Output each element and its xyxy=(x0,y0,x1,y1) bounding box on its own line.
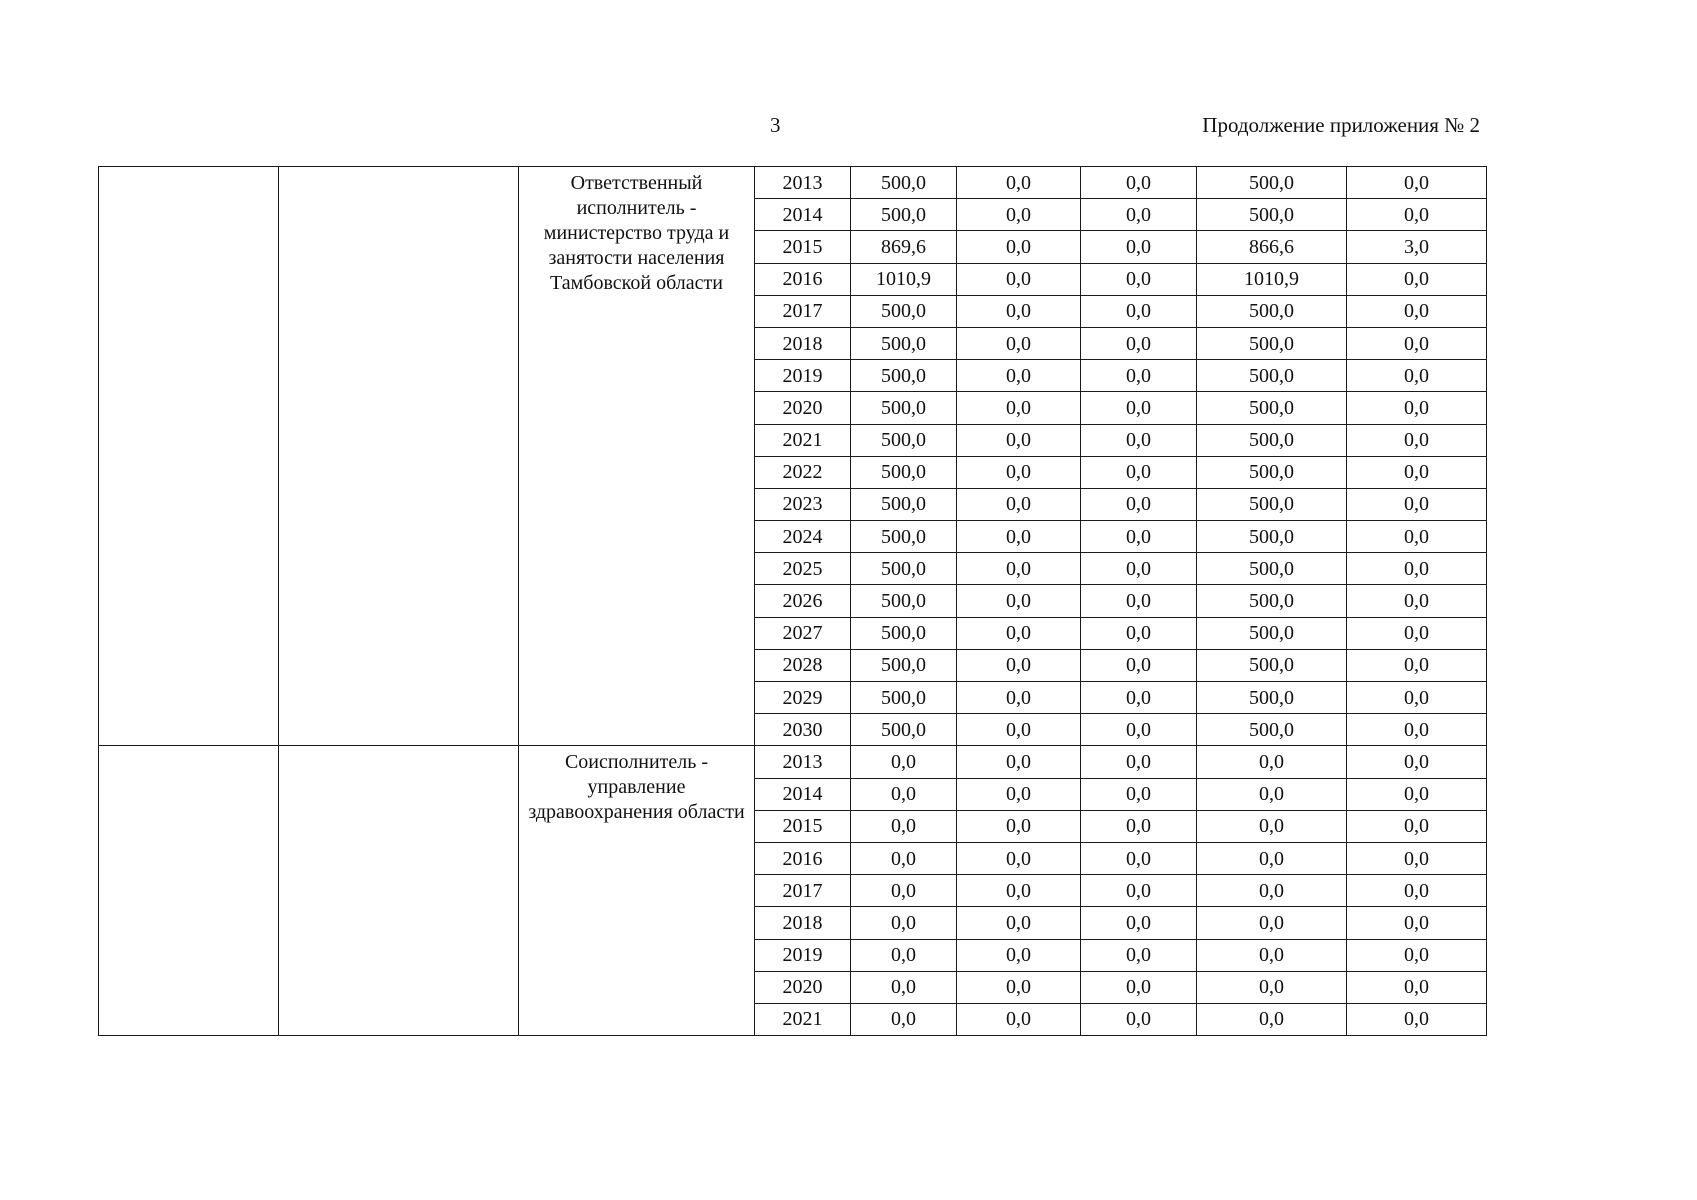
value-cell: 0,0 xyxy=(1081,231,1197,263)
value-cell: 500,0 xyxy=(851,553,957,585)
value-cell: 500,0 xyxy=(851,199,957,231)
value-cell: 0,0 xyxy=(1347,553,1487,585)
value-cell: 500,0 xyxy=(1197,649,1347,681)
value-cell: 500,0 xyxy=(1197,714,1347,746)
value-cell: 0,0 xyxy=(957,617,1081,649)
value-cell: 0,0 xyxy=(957,875,1081,907)
value-cell: 0,0 xyxy=(1347,167,1487,199)
value-cell: 500,0 xyxy=(1197,392,1347,424)
value-cell: 500,0 xyxy=(851,714,957,746)
value-cell: 500,0 xyxy=(1197,617,1347,649)
value-cell: 500,0 xyxy=(851,488,957,520)
value-cell: 0,0 xyxy=(1347,875,1487,907)
value-cell: 0,0 xyxy=(1347,939,1487,971)
value-cell: 0,0 xyxy=(957,488,1081,520)
blank-cell xyxy=(99,167,279,746)
value-cell: 0,0 xyxy=(957,649,1081,681)
value-cell: 1010,9 xyxy=(851,263,957,295)
value-cell: 0,0 xyxy=(1081,167,1197,199)
value-cell: 0,0 xyxy=(1347,810,1487,842)
value-cell: 0,0 xyxy=(1347,907,1487,939)
value-cell: 500,0 xyxy=(1197,295,1347,327)
year-cell: 2024 xyxy=(755,521,851,553)
page-number: 3 xyxy=(770,113,781,137)
value-cell: 0,0 xyxy=(1347,521,1487,553)
value-cell: 0,0 xyxy=(851,842,957,874)
value-cell: 0,0 xyxy=(957,521,1081,553)
value-cell: 0,0 xyxy=(1081,778,1197,810)
year-cell: 2017 xyxy=(755,295,851,327)
value-cell: 0,0 xyxy=(1081,199,1197,231)
value-cell: 500,0 xyxy=(1197,360,1347,392)
value-cell: 0,0 xyxy=(957,263,1081,295)
value-cell: 0,0 xyxy=(1347,392,1487,424)
value-cell: 0,0 xyxy=(957,327,1081,359)
value-cell: 500,0 xyxy=(851,424,957,456)
value-cell: 0,0 xyxy=(957,553,1081,585)
value-cell: 0,0 xyxy=(1081,714,1197,746)
value-cell: 0,0 xyxy=(957,842,1081,874)
value-cell: 0,0 xyxy=(1347,327,1487,359)
value-cell: 3,0 xyxy=(1347,231,1487,263)
value-cell: 0,0 xyxy=(957,907,1081,939)
value-cell: 500,0 xyxy=(1197,585,1347,617)
value-cell: 0,0 xyxy=(1197,1003,1347,1035)
value-cell: 500,0 xyxy=(851,682,957,714)
value-cell: 0,0 xyxy=(1081,875,1197,907)
year-cell: 2019 xyxy=(755,360,851,392)
value-cell: 0,0 xyxy=(1081,392,1197,424)
year-cell: 2018 xyxy=(755,907,851,939)
value-cell: 500,0 xyxy=(851,360,957,392)
value-cell: 866,6 xyxy=(1197,231,1347,263)
appendix-caption: Продолжение приложения № 2 xyxy=(1202,113,1480,137)
value-cell: 0,0 xyxy=(957,456,1081,488)
value-cell: 0,0 xyxy=(1197,875,1347,907)
value-cell: 0,0 xyxy=(957,392,1081,424)
budget-table xyxy=(98,166,1487,1036)
value-cell: 500,0 xyxy=(1197,488,1347,520)
value-cell: 0,0 xyxy=(1347,424,1487,456)
year-cell: 2015 xyxy=(755,810,851,842)
value-cell: 0,0 xyxy=(851,939,957,971)
year-cell: 2016 xyxy=(755,263,851,295)
year-cell: 2021 xyxy=(755,424,851,456)
value-cell: 0,0 xyxy=(1347,199,1487,231)
year-cell: 2023 xyxy=(755,488,851,520)
value-cell: 0,0 xyxy=(851,907,957,939)
value-cell: 0,0 xyxy=(1347,295,1487,327)
value-cell: 0,0 xyxy=(1081,810,1197,842)
value-cell: 0,0 xyxy=(1347,714,1487,746)
value-cell: 869,6 xyxy=(851,231,957,263)
value-cell: 0,0 xyxy=(957,199,1081,231)
value-cell: 0,0 xyxy=(1081,488,1197,520)
value-cell: 0,0 xyxy=(957,682,1081,714)
year-cell: 2014 xyxy=(755,778,851,810)
blank-cell xyxy=(279,746,519,1036)
year-cell: 2027 xyxy=(755,617,851,649)
value-cell: 0,0 xyxy=(1347,1003,1487,1035)
table-body xyxy=(99,167,1487,1036)
value-cell: 0,0 xyxy=(1081,1003,1197,1035)
year-cell: 2017 xyxy=(755,875,851,907)
value-cell: 0,0 xyxy=(1347,360,1487,392)
value-cell: 0,0 xyxy=(957,746,1081,778)
value-cell: 0,0 xyxy=(1081,327,1197,359)
value-cell: 1010,9 xyxy=(1197,263,1347,295)
value-cell: 500,0 xyxy=(851,585,957,617)
year-cell: 2021 xyxy=(755,1003,851,1035)
year-cell: 2020 xyxy=(755,392,851,424)
year-cell: 2026 xyxy=(755,585,851,617)
value-cell: 0,0 xyxy=(1081,971,1197,1003)
value-cell: 0,0 xyxy=(1347,617,1487,649)
value-cell: 500,0 xyxy=(851,617,957,649)
year-cell: 2018 xyxy=(755,327,851,359)
value-cell: 500,0 xyxy=(1197,167,1347,199)
executor-cell: Ответственный исполнитель - министерство труда и занятости населения Тамбовской области xyxy=(519,167,755,746)
value-cell: 0,0 xyxy=(851,778,957,810)
table-row xyxy=(99,746,1487,778)
value-cell: 0,0 xyxy=(957,295,1081,327)
value-cell: 0,0 xyxy=(1081,585,1197,617)
value-cell: 0,0 xyxy=(1347,842,1487,874)
table-row xyxy=(99,167,1487,199)
value-cell: 0,0 xyxy=(1347,263,1487,295)
year-cell: 2013 xyxy=(755,167,851,199)
year-cell: 2016 xyxy=(755,842,851,874)
year-cell: 2020 xyxy=(755,971,851,1003)
year-cell: 2030 xyxy=(755,714,851,746)
value-cell: 500,0 xyxy=(851,295,957,327)
executor-cell: Соисполнитель - управление здравоохранения области xyxy=(519,746,755,1036)
value-cell: 0,0 xyxy=(1347,488,1487,520)
blank-cell xyxy=(279,167,519,746)
value-cell: 0,0 xyxy=(1347,746,1487,778)
value-cell: 500,0 xyxy=(851,649,957,681)
value-cell: 500,0 xyxy=(851,521,957,553)
year-cell: 2015 xyxy=(755,231,851,263)
year-cell: 2022 xyxy=(755,456,851,488)
value-cell: 0,0 xyxy=(1197,746,1347,778)
value-cell: 500,0 xyxy=(1197,327,1347,359)
value-cell: 500,0 xyxy=(1197,199,1347,231)
year-cell: 2029 xyxy=(755,682,851,714)
value-cell: 0,0 xyxy=(1081,360,1197,392)
value-cell: 0,0 xyxy=(1197,939,1347,971)
value-cell: 0,0 xyxy=(1197,778,1347,810)
value-cell: 0,0 xyxy=(1081,521,1197,553)
value-cell: 0,0 xyxy=(1081,553,1197,585)
value-cell: 500,0 xyxy=(1197,521,1347,553)
value-cell: 0,0 xyxy=(957,778,1081,810)
value-cell: 500,0 xyxy=(851,456,957,488)
value-cell: 0,0 xyxy=(1347,456,1487,488)
value-cell: 0,0 xyxy=(851,810,957,842)
value-cell: 0,0 xyxy=(1197,810,1347,842)
value-cell: 0,0 xyxy=(851,1003,957,1035)
value-cell: 0,0 xyxy=(957,424,1081,456)
value-cell: 0,0 xyxy=(1347,971,1487,1003)
value-cell: 0,0 xyxy=(957,971,1081,1003)
value-cell: 0,0 xyxy=(851,971,957,1003)
value-cell: 0,0 xyxy=(957,810,1081,842)
year-cell: 2013 xyxy=(755,746,851,778)
value-cell: 0,0 xyxy=(1347,585,1487,617)
blank-cell xyxy=(99,746,279,1036)
value-cell: 0,0 xyxy=(1081,842,1197,874)
value-cell: 500,0 xyxy=(1197,682,1347,714)
value-cell: 0,0 xyxy=(1081,746,1197,778)
value-cell: 0,0 xyxy=(957,585,1081,617)
value-cell: 0,0 xyxy=(957,939,1081,971)
value-cell: 0,0 xyxy=(1081,456,1197,488)
value-cell: 500,0 xyxy=(851,392,957,424)
value-cell: 0,0 xyxy=(957,360,1081,392)
value-cell: 0,0 xyxy=(1081,617,1197,649)
value-cell: 0,0 xyxy=(1081,263,1197,295)
value-cell: 0,0 xyxy=(851,746,957,778)
value-cell: 0,0 xyxy=(1197,907,1347,939)
value-cell: 0,0 xyxy=(851,875,957,907)
value-cell: 0,0 xyxy=(1197,842,1347,874)
value-cell: 0,0 xyxy=(1197,971,1347,1003)
value-cell: 0,0 xyxy=(1081,939,1197,971)
value-cell: 0,0 xyxy=(957,231,1081,263)
value-cell: 500,0 xyxy=(851,327,957,359)
year-cell: 2014 xyxy=(755,199,851,231)
value-cell: 0,0 xyxy=(1081,649,1197,681)
value-cell: 500,0 xyxy=(1197,424,1347,456)
value-cell: 0,0 xyxy=(1347,778,1487,810)
value-cell: 0,0 xyxy=(957,1003,1081,1035)
value-cell: 0,0 xyxy=(1081,424,1197,456)
value-cell: 500,0 xyxy=(1197,553,1347,585)
year-cell: 2028 xyxy=(755,649,851,681)
value-cell: 0,0 xyxy=(957,167,1081,199)
value-cell: 500,0 xyxy=(851,167,957,199)
value-cell: 0,0 xyxy=(957,714,1081,746)
value-cell: 0,0 xyxy=(1347,682,1487,714)
value-cell: 0,0 xyxy=(1081,295,1197,327)
value-cell: 0,0 xyxy=(1081,907,1197,939)
year-cell: 2025 xyxy=(755,553,851,585)
value-cell: 0,0 xyxy=(1347,649,1487,681)
value-cell: 500,0 xyxy=(1197,456,1347,488)
year-cell: 2019 xyxy=(755,939,851,971)
value-cell: 0,0 xyxy=(1081,682,1197,714)
